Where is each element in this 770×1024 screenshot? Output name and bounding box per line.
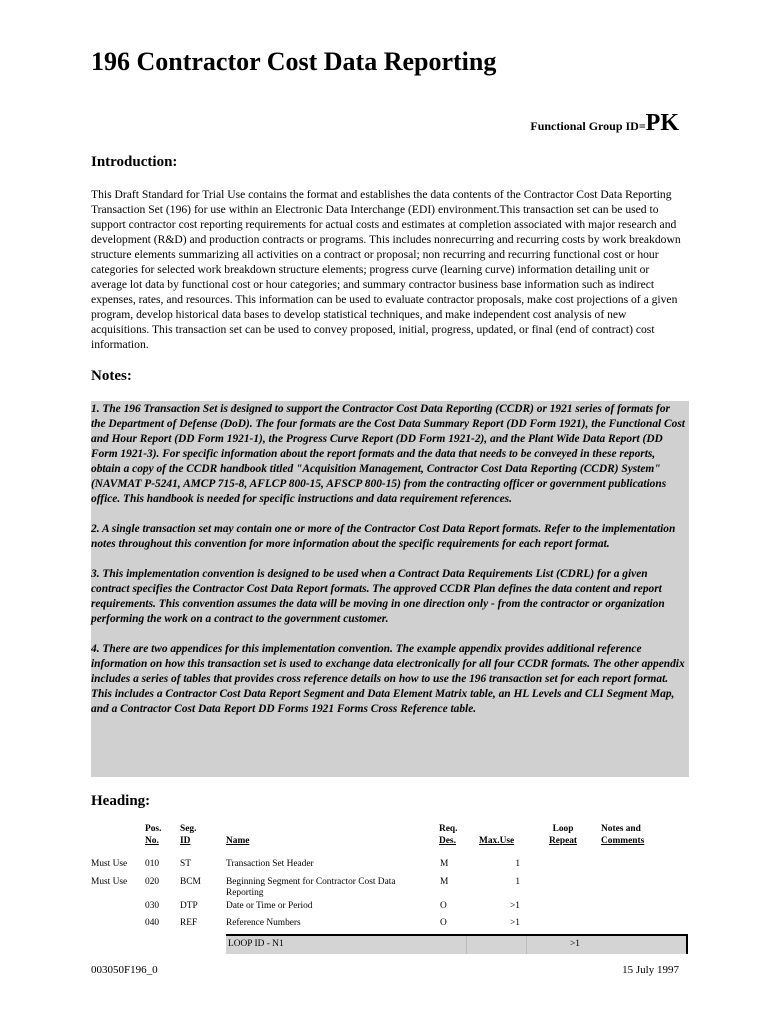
col-header-notes: Notes and Comments (601, 824, 645, 846)
col-header-loop: Loop Repeat (548, 824, 578, 846)
functional-group-value: PK (645, 110, 679, 136)
loop-repeat: >1 (570, 939, 580, 949)
document-title: 196 Contractor Cost Data Reporting (91, 47, 497, 76)
row4-seg: REF (180, 918, 198, 928)
row3-req: O (440, 901, 447, 911)
row1-pos: 010 (145, 859, 160, 869)
introduction-text: This Draft Standard for Trial Use contains the format and establishes the data contents of the Contractor Cost Data Reporting Transaction Set (196) for use within an Electronic Data Interchange (EDI) environment.This transaction set can be used to support contractor cost reporting requirements for actual costs and estimates at completion associated with major research and development (R&D) and production contracts or programs. This includes nonrecurring and recurring costs by work breakdown structure elements summarizing all activities on a contract or proposal; non recurring and recurring functional cost or hour categories for selected work breakdown structure elements; progress curve (learning curve) information detailing unit or average lot data by functional cost or hour categories; and summary contractor business base information such as indirect expenses, rates, and resources. This information can be used to evaluate contractor proposals, make cost projections of a given program, develop historical data bases to develop statistical techniques, and make independent cost analysis of new acquisitions. This transaction set can be used to convey proposed, initial, progress, updated, or final (end of contract) cost information. (91, 188, 681, 351)
row2-name: Beginning Segment for Contractor Cost Data Reporting (226, 877, 396, 898)
col-header-maxuse: Max.Use (479, 836, 515, 846)
introduction-heading: Introduction: (91, 154, 178, 170)
col-header-pos: Pos. No. (145, 824, 162, 846)
col-header-seg: Seg. ID (180, 824, 197, 846)
row2-max: 1 (515, 877, 520, 887)
row2-req: M (440, 877, 449, 887)
functional-group-label: Functional Group ID= (530, 119, 646, 133)
loop-id: LOOP ID - N1 (228, 939, 284, 949)
note-3: 3. This implementation convention is designed to be used when a Contract Data Requirements List (CDRL) for a given contract specifies the Contractor Cost Data Report formats. The approved CCDR Plan defines the data content and report requirements. This convention assumes the data will be moving in one direction only - from the contractor or organization performing the work on a contract to the government customer. (91, 568, 665, 625)
row3-seg: DTP (180, 901, 198, 911)
row2-pos: 020 (145, 877, 160, 887)
row3-max: >1 (510, 901, 520, 911)
row3-name: Date or Time or Period (226, 901, 313, 911)
notes-box (91, 401, 689, 777)
row1-name: Transaction Set Header (226, 859, 314, 869)
row2-usage: Must Use (91, 877, 128, 887)
col-header-req: Req. Des. (439, 824, 458, 846)
note-1: 1. The 196 Transaction Set is designed to support the Contractor Cost Data Reporting (CCDR) or 1921 series of formats for the Department of Defense (DoD). The four formats are the Cost Data Summary Report (DD Form 1921), the Functional Cost and Hour Report (DD Form 1921-1), the Progress Curve Report (DD Form 1921-2), and the Plant Wide Data Report (DD Form 1921-3). For specific information about the report formats and the data that needs to be conveyed in these reports, obtain a copy of the CCDR handbook titled "Acquisition Management, Contractor Cost Data Reporting (CCDR) System" (NAVMAT P-5241, AMCP 715-8, AFLCP 800-15, AFSCP 800-15) from the contracting officer or government publications office. This handbook is needed for specific instructions and data requirement references. (91, 403, 685, 505)
loop-bar (226, 934, 688, 954)
row1-req: M (440, 859, 449, 869)
row4-max: >1 (510, 918, 520, 928)
col-header-name: Name (226, 836, 250, 846)
row1-max: 1 (515, 859, 520, 869)
heading-section-title: Heading: (91, 793, 151, 809)
row4-name: Reference Numbers (226, 918, 301, 928)
row4-pos: 040 (145, 918, 160, 928)
row2-seg: BCM (180, 877, 201, 887)
footer-doc-id: 003050F196_0 (91, 964, 158, 976)
row1-usage: Must Use (91, 859, 128, 869)
note-2: 2. A single transaction set may contain one or more of the Contractor Cost Data Report formats. Refer to the implementation notes throughout this convention for more information about the specific requirements for each report format. (91, 523, 676, 550)
row1-seg: ST (180, 859, 191, 869)
loop-divider (526, 936, 527, 954)
functional-group-id (530, 110, 679, 137)
row3-pos: 030 (145, 901, 160, 911)
row4-req: O (440, 918, 447, 928)
footer-date: 15 July 1997 (622, 964, 679, 976)
notes-heading: Notes: (91, 368, 132, 384)
note-4: 4. There are two appendices for this implementation convention. The example appendix provides additional reference information on how this transaction set is used to exchange data electronically for all four CCDR formats. The other appendix includes a series of tables that provides cross reference details on how to use the 196 transaction set for each report format. This includes a Contractor Cost Data Report Segment and Data Element Matrix table, an HL Levels and CLI Segment Map, and a Contractor Cost Data Report DD Forms 1921 Forms Cross Reference table. (91, 643, 685, 715)
loop-divider (466, 936, 467, 954)
